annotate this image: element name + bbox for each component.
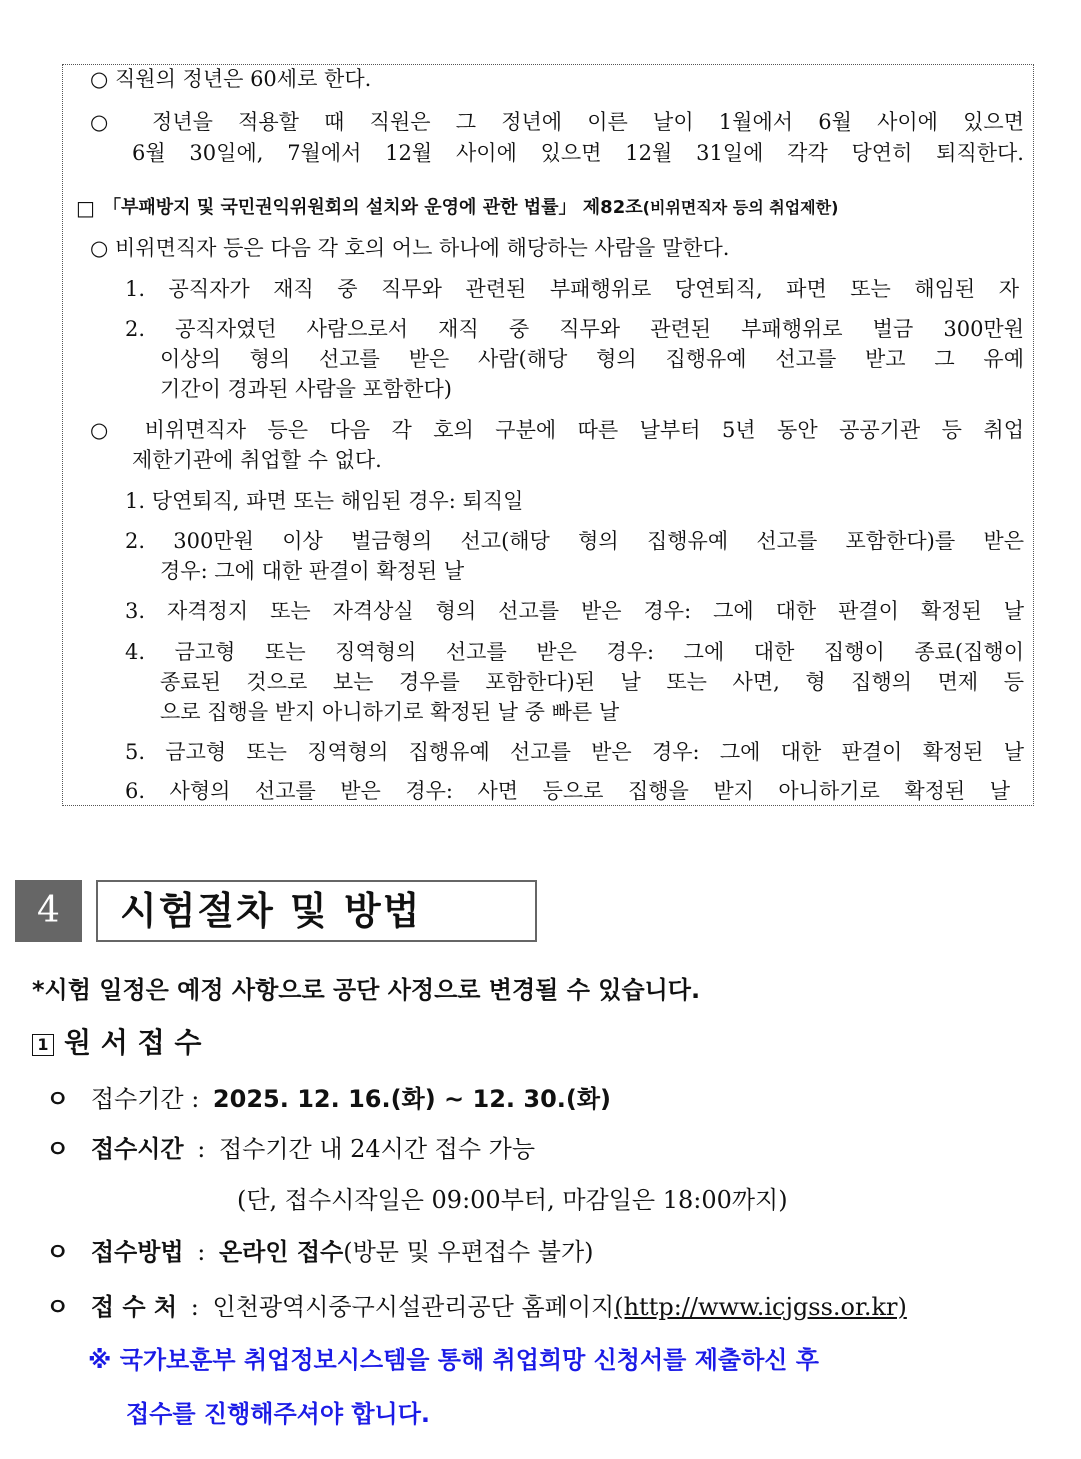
veteran-note-line2: 접수를 진행해주셔야 합니다.	[126, 1400, 431, 1428]
place-label: 접 수 처	[90, 1293, 178, 1321]
bullet-circle-icon: ㅇ	[46, 1238, 70, 1266]
law-definition-item-2-cont: 이상의 형의 선고를 받은 사람(해당 형의 집행유예 선고를 받고 그 유예	[160, 347, 1024, 371]
law-ban-line1: ○ 비위면직자 등은 다음 각 호의 구분에 따른 날부터 5년 동안 공공기관 등 취업	[90, 418, 1024, 442]
bullet-circle-icon: ㅇ	[46, 1135, 70, 1163]
homepage-link[interactable]: (http://www.icjgss.or.kr)	[614, 1293, 907, 1321]
law-ban-item-6: 6. 사형의 선고를 받은 경우: 사면 등으로 집행을 받지 아니하기로 확정된 날	[125, 779, 1010, 803]
law-ban-item-5: 5. 금고형 또는 징역형의 집행유예 선고를 받은 경우: 그에 대한 판결이 확정된 날	[125, 740, 1024, 764]
time-sep: :	[197, 1135, 206, 1163]
section-title: 시험절차 및 방법	[96, 880, 537, 942]
law-definition-item-2: 2. 공직자였던 사람으로서 재직 중 직무와 관련된 부패행위로 벌금 300만원	[125, 317, 1024, 341]
law-ban-line2: 제한기관에 취업할 수 없다.	[132, 448, 382, 472]
law-ban-item-1: 1. 당연퇴직, 파면 또는 해임된 경우: 퇴직일	[125, 489, 524, 513]
subsection-heading	[32, 1025, 201, 1061]
section-number: 4	[15, 880, 82, 942]
law-heading	[103, 193, 838, 223]
method-note: (방문 및 우편접수 불가)	[343, 1238, 594, 1266]
retirement-timing-line2: 6월 30일에, 7월에서 12월 사이에 있으면 12월 31일에 각각 당연히 퇴직한다.	[132, 141, 1024, 165]
time-value: 접수기간 내 24시간 접수 가능	[218, 1135, 536, 1163]
subsection-number-box: 1	[32, 1034, 54, 1056]
law-ban-item-2-cont: 경우: 그에 대한 판결이 확정된 날	[160, 559, 465, 583]
law-ban-item-4-cont2: 으로 집행을 받지 아니하기로 확정된 날 중 빠른 날	[160, 700, 620, 724]
law-ban-item-4-cont: 종료된 것으로 보는 경우를 포함한다)된 날 또는 사면, 형 집행의 면제 등	[160, 670, 1024, 694]
method-label: 접수방법	[90, 1238, 184, 1266]
period-label: 접수기간 :	[90, 1085, 200, 1113]
subsection-title: 원 서 접 수	[64, 1026, 202, 1059]
period-value: 2025. 12. 16.(화) ~ 12. 30.(화)	[212, 1085, 612, 1113]
law-heading-marker: □	[76, 196, 95, 220]
law-ban-item-3: 3. 자격정지 또는 자격상실 형의 선고를 받은 경우: 그에 대한 판결이 확정된 날	[125, 599, 1024, 623]
law-definition-item-1: 1. 공직자가 재직 중 직무와 관련된 부패행위로 당연퇴직, 파면 또는 해임된 자	[125, 277, 1019, 301]
time-row	[46, 1132, 535, 1166]
period-row	[46, 1082, 611, 1116]
retirement-timing-line1: ○ 정년을 적용할 때 직원은 그 정년에 이른 날이 1월에서 6월 사이에 있으면	[90, 110, 1024, 134]
law-heading-paren: (비위면직자 등의 취업제한)	[642, 198, 839, 217]
method-value: 온라인 접수	[218, 1238, 344, 1266]
bullet-circle-icon: ㅇ	[46, 1085, 70, 1113]
time-note: (단, 접수시작일은 09:00부터, 마감일은 18:00까지)	[237, 1186, 788, 1214]
place-value: 인천광역시중구시설관리공단 홈페이지	[212, 1293, 615, 1321]
law-definition-line: ○ 비위면직자 등은 다음 각 호의 어느 하나에 해당하는 사람을 말한다.	[90, 236, 730, 260]
place-row	[46, 1290, 907, 1324]
method-row	[46, 1235, 594, 1269]
law-ban-item-4: 4. 금고형 또는 징역형의 선고를 받은 경우: 그에 대한 집행이 종료(집행이	[125, 640, 1024, 664]
retirement-age-rule: ○ 직원의 정년은 60세로 한다.	[90, 67, 372, 91]
method-sep: :	[197, 1238, 206, 1266]
law-heading-text: 「부패방지 및 국민권익위원회의 설치와 운영에 관한 법률」 제82조	[103, 197, 643, 218]
time-label: 접수시간	[90, 1135, 184, 1163]
bullet-circle-icon: ㅇ	[46, 1293, 70, 1321]
law-ban-item-2: 2. 300만원 이상 벌금형의 선고(해당 형의 집행유예 선고를 포함한다)를 받은	[125, 529, 1024, 553]
place-sep: :	[190, 1293, 199, 1321]
law-definition-item-2-cont2: 기간이 경과된 사람을 포함한다)	[160, 377, 452, 401]
veteran-note-line1: ※ 국가보훈부 취업정보시스템을 통해 취업희망 신청서를 제출하신 후	[88, 1346, 819, 1374]
schedule-notice: *시험 일정은 예정 사항으로 공단 사정으로 변경될 수 있습니다.	[32, 976, 701, 1004]
